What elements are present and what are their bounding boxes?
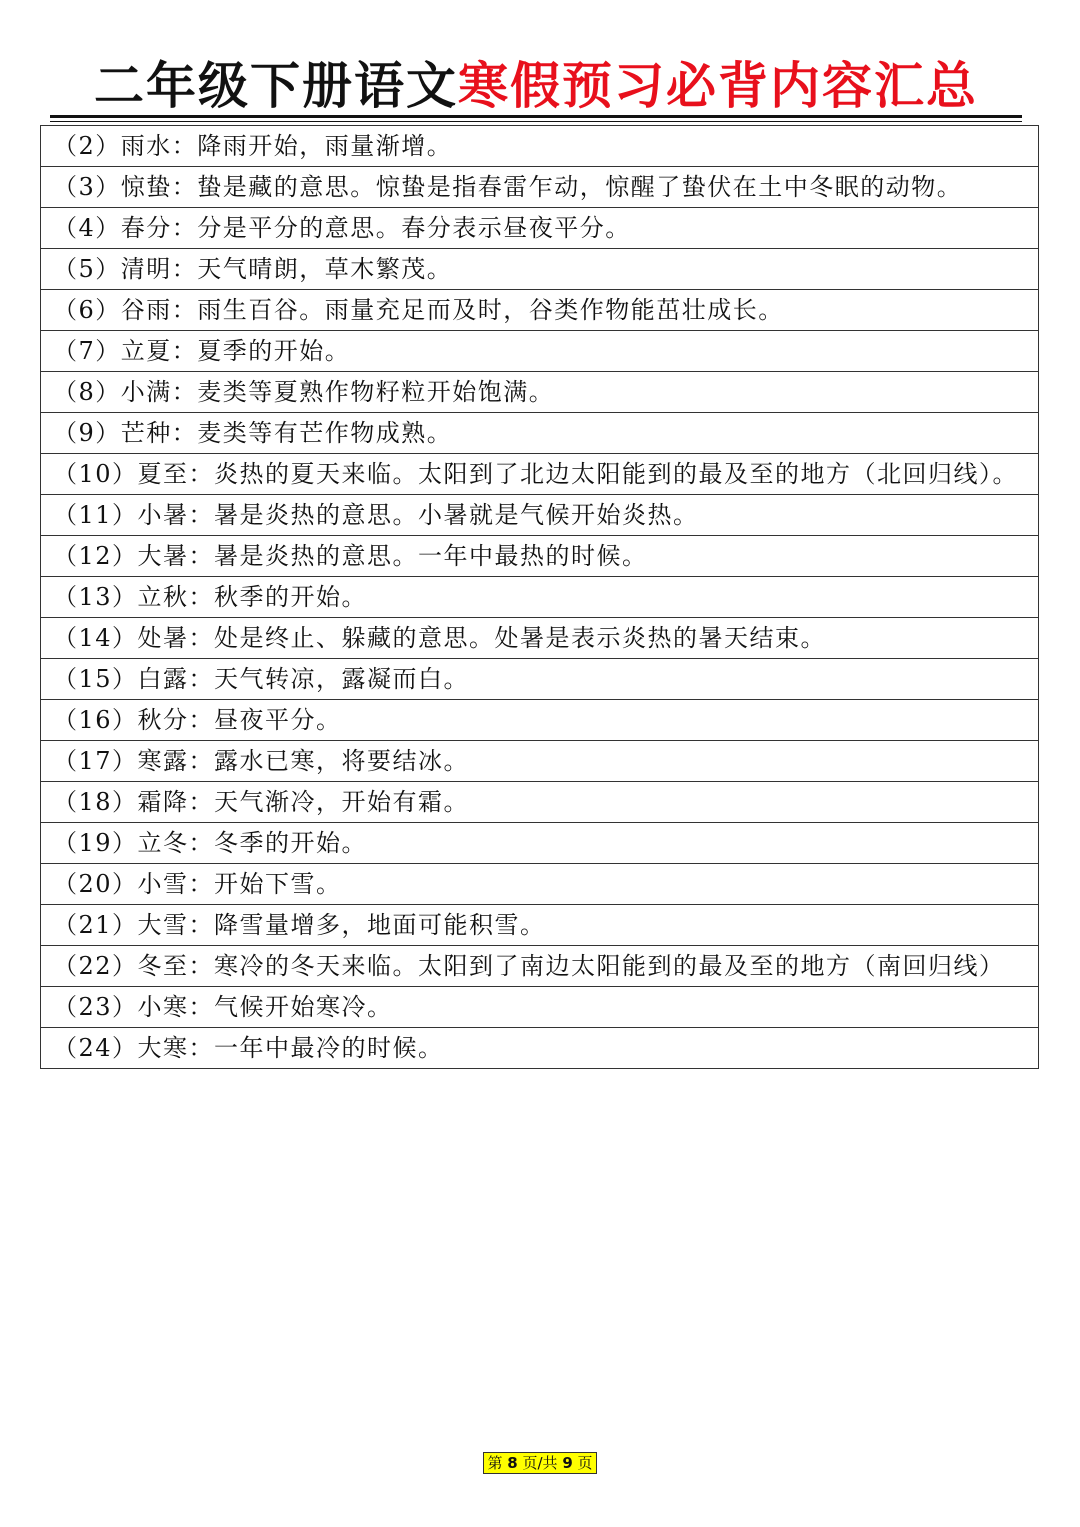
total-pages-number: 9 [562,1454,573,1472]
table-row: （15）白露：天气转凉，露凝而白。 [41,659,1038,700]
table-row: （23）小寒：气候开始寒冷。 [41,987,1038,1028]
current-page-number: 8 [507,1454,518,1472]
title-black-part: 二年级下册语文 [94,57,458,115]
table-row: （14）处暑：处是终止、躲藏的意思。处暑是表示炎热的暑天结束。 [41,618,1038,659]
table-row: （7）立夏：夏季的开始。 [41,331,1038,372]
page-number-badge [483,1452,596,1474]
page-suffix: 页 [577,1454,593,1472]
table-row: （8）小满：麦类等夏熟作物籽粒开始饱满。 [41,372,1038,413]
table-row: （24）大寒：一年中最冷的时候。 [41,1028,1038,1069]
title-rule-thick [50,115,1022,118]
table-row: （9）芒种：麦类等有芒作物成熟。 [41,413,1038,454]
table-row: （20）小雪：开始下雪。 [41,864,1038,905]
table-row: （19）立冬：冬季的开始。 [41,823,1038,864]
title-red-part: 寒假预习必背内容汇总 [458,57,978,115]
table-row: （13）立秋：秋季的开始。 [41,577,1038,618]
table-row: （2）雨水：降雨开始，雨量渐增。 [41,126,1038,167]
table-row: （10）夏至：炎热的夏天来临。太阳到了北边太阳能到的最及至的地方（北回归线）。 [41,454,1038,495]
page-title [50,56,1022,116]
table-row: （5）清明：天气晴朗，草木繁茂。 [41,249,1038,290]
table-row: （3）惊蛰：蛰是藏的意思。惊蛰是指春雷乍动，惊醒了蛰伏在土中冬眠的动物。 [41,167,1038,208]
page-footer [0,1452,1080,1474]
table-row: （22）冬至：寒冷的冬天来临。太阳到了南边太阳能到的最及至的地方（南回归线） [41,946,1038,987]
table-row: （11）小暑：暑是炎热的意思。小暑就是气候开始炎热。 [41,495,1038,536]
solar-terms-table [40,125,1039,1069]
table-row: （21）大雪：降雪量增多，地面可能积雪。 [41,905,1038,946]
table-row: （18）霜降：天气渐冷，开始有霜。 [41,782,1038,823]
table-row: （4）春分：分是平分的意思。春分表示昼夜平分。 [41,208,1038,249]
table-row: （12）大暑：暑是炎热的意思。一年中最热的时候。 [41,536,1038,577]
table-row: （17）寒露：露水已寒，将要结冰。 [41,741,1038,782]
page-prefix: 第 [487,1454,503,1472]
page-middle: 页/共 [522,1454,558,1472]
table-row: （6）谷雨：雨生百谷。雨量充足而及时，谷类作物能茁壮成长。 [41,290,1038,331]
title-rule-thin [50,121,1022,122]
table-row: （16）秋分：昼夜平分。 [41,700,1038,741]
